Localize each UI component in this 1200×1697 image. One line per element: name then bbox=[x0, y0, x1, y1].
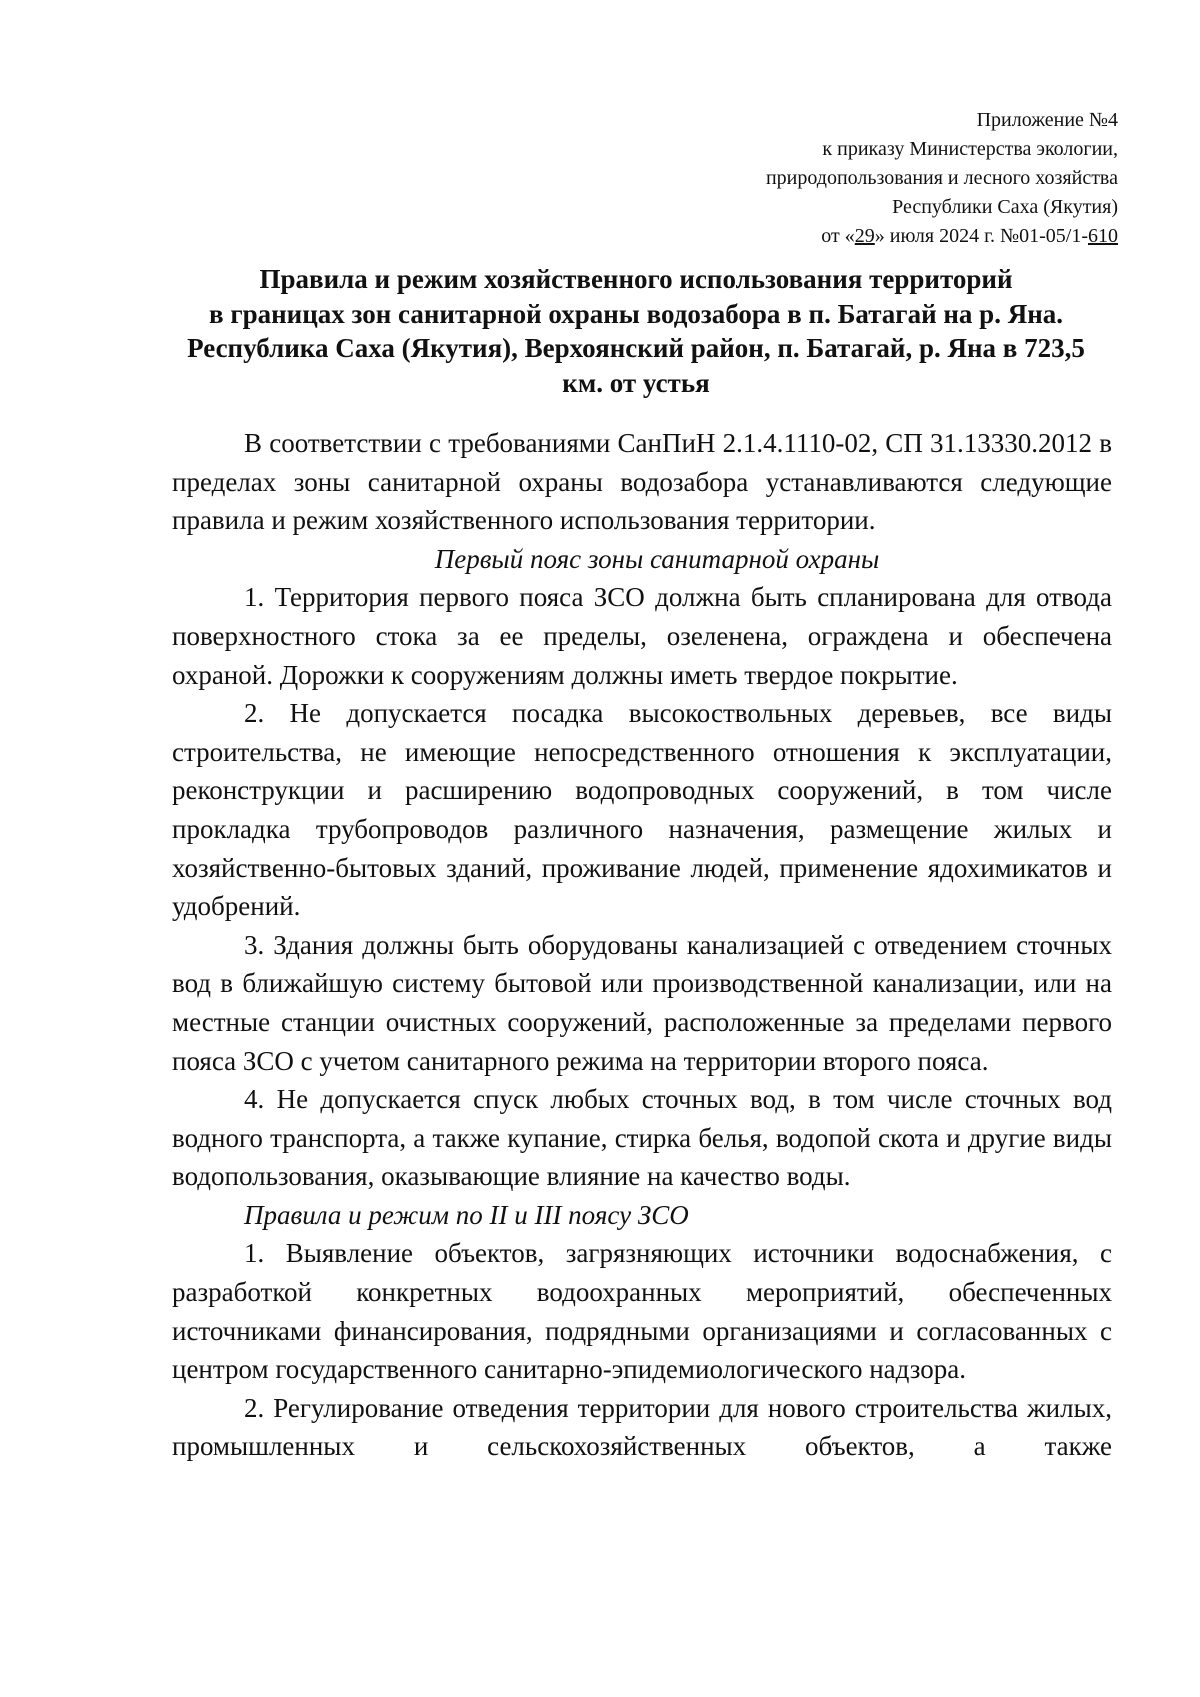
document-body bbox=[172, 424, 1112, 1466]
annex-order-number: 610 bbox=[1088, 225, 1118, 247]
section-1-item-1: 1. Территория первого пояса ЗСО должна быть спланирована для отвода поверхностного стока за ее пределы, озеленена, ограждена и обеспечена охраной. Дорожки к сооружениям должны иметь твердое покрытие. bbox=[172, 582, 1112, 690]
section-1-heading: Первый пояс зоны санитарной охраны bbox=[434, 543, 880, 574]
intro-paragraph: В соответствии с требованиями СанПиН 2.1.4.1110-02, СП 31.13330.2012 в пределах зоны санитарной охраны водозабора устанавливаются следующие правила и режим хозяйственного использования территории. bbox=[172, 428, 1112, 536]
annex-date-day: 29 bbox=[854, 225, 875, 247]
title-line-4: км. от устья bbox=[562, 367, 710, 398]
annex-block bbox=[766, 106, 1118, 251]
title-line-1: Правила и режим хозяйственного использования территорий bbox=[259, 264, 1013, 294]
title-line-2: в границах зон санитарной охраны водозабора в п. Батагай на р. Яна. bbox=[208, 298, 1064, 329]
section-2-item-2: 2. Регулирование отведения территории для нового строительства жилых, промышленных и сельскохозяйственных объектов, а также bbox=[172, 1392, 1112, 1462]
annex-date-middle: » июля 2024 г. №01-05/1- bbox=[874, 225, 1088, 247]
annex-date-line bbox=[766, 222, 1118, 251]
section-1-item-3: 3. Здания должны быть оборудованы канализацией с отведением сточных вод в ближайшую систему бытовой или производственной канализации, или на местные станции очистных сооружений, расположенные за пределами первого пояса ЗСО с учетом санитарного режима на территории второго пояса. bbox=[172, 929, 1112, 1076]
annex-order-ref: к приказу Министерства экологии, bbox=[822, 138, 1118, 160]
document-title bbox=[160, 262, 1112, 400]
annex-number: Приложение №4 bbox=[976, 109, 1118, 131]
section-2-heading: Правила и режим по II и III поясу ЗСО bbox=[244, 1199, 689, 1230]
section-2-item-1: 1. Выявление объектов, загрязняющих источники водоснабжения, с разработкой конкретных водоохранных мероприятий, обеспеченных источниками финансирования, подрядными организациями и согласованных с центром государственного санитарно-эпидемиологического надзора. bbox=[172, 1238, 1112, 1385]
section-1-item-2: 2. Не допускается посадка высокоствольных деревьев, все виды строительства, не имеющие непосредственного отношения к эксплуатации, реконструкции и расширению водопроводных сооружений, в том числе прокладка трубопроводов различного назначения, размещение жилых и хозяйственно-бытовых зданий, проживание людей, применение ядохимикатов и удобрений. bbox=[172, 698, 1112, 922]
section-1-item-4: 4. Не допускается спуск любых сточных вод, в том числе сточных вод водного транспорта, а также купание, стирка белья, водопой скота и другие виды водопользования, оказывающие влияние на качество воды. bbox=[172, 1084, 1112, 1192]
annex-ministry: природопользования и лесного хозяйства bbox=[765, 167, 1118, 189]
annex-date-prefix: от « bbox=[821, 225, 855, 247]
title-line-3: Республика Саха (Якутия), Верхоянский район, п. Батагай, р. Яна в 723,5 bbox=[187, 333, 1085, 363]
annex-republic: Республики Саха (Якутия) bbox=[892, 196, 1118, 218]
